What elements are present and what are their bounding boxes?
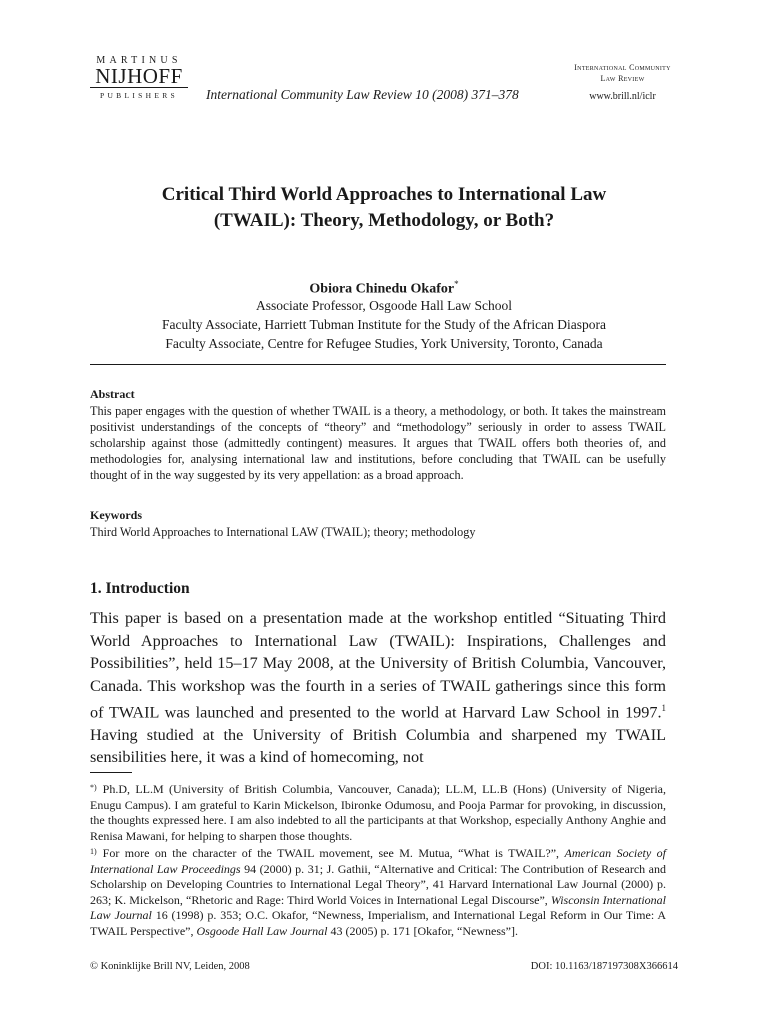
footnote-divider xyxy=(90,772,132,773)
journal-url[interactable]: www.brill.nl/iclr xyxy=(589,91,656,102)
affiliation-1: Associate Professor, Osgoode Hall Law School xyxy=(256,298,512,313)
keywords-heading: Keywords xyxy=(90,508,142,522)
affiliation-2: Faculty Associate, Harriett Tubman Institute for the Study of the African Diaspora xyxy=(162,317,606,332)
publisher-logo xyxy=(90,55,188,102)
abstract-heading: Abstract xyxy=(90,387,135,401)
section-heading-introduction: 1. Introduction xyxy=(90,580,190,597)
footnotes xyxy=(90,780,666,939)
introduction-text-part1: This paper is based on a presentation made at the workshop entitled “Situating Third World Approaches to International Law (TWAIL): Inspirations, Challenges and Possibilities”, held 15–17 May 2008, at the University of British Columbia, Vancouver, Canada. This workshop was the fourth in a series of TWAIL gatherings since this form of TWAIL was launched and presented to the world at Harvard Law School in 1997. xyxy=(90,609,666,722)
footnote-1-text-e: 16 (1998) p. 353; O.C. Okafor, “Newness, Imperialism, and International Legal Reform in Our Time: A TWAIL Perspective”, xyxy=(90,908,667,938)
footnote-1-mark: 1) xyxy=(90,847,97,856)
introduction-text-part2: Having studied at the University of British Columbia and sharpened my TWAIL sensibilities here, it was a kind of homecoming, not xyxy=(90,725,666,767)
header-divider xyxy=(90,364,666,365)
footnote-1-journal-wisconsin: Wisconsin International Law Journal xyxy=(90,892,667,922)
footnote-star-mark: *) xyxy=(90,783,97,792)
footnote-1-journal-osgoode: Osgoode Hall Law Journal xyxy=(196,923,328,938)
author-name xyxy=(80,279,688,298)
footnote-1 xyxy=(90,844,666,939)
footnote-ref-1[interactable]: 1 xyxy=(661,703,666,713)
footnote-1-text-a: For more on the character of the TWAIL movement, see M. Mutua, “What is TWAIL?”, xyxy=(102,846,565,860)
article-title-line1: Critical Third World Approaches to International Law xyxy=(161,184,607,205)
article-title xyxy=(80,182,688,234)
journal-mark-line1: International Community xyxy=(574,63,671,72)
journal-citation: International Community Law Review 10 (2008) 371–378 xyxy=(206,87,519,102)
footnote-1-journal-asil: American Society of International Law Proceedings xyxy=(90,846,666,876)
journal-mark xyxy=(560,62,685,102)
publisher-logo-top: MARTINUS xyxy=(96,55,182,66)
publisher-logo-bottom: PUBLISHERS xyxy=(99,91,178,100)
footnote-star-text: Ph.D, LL.M (University of British Columbia, Vancouver, Canada); LL.M, LL.B (Hons) (University of Nigeria, Enugu Campus). I am grateful to Karin Mickelson, Ibironke Odumosu, and Pooja Parmar for provoking, in discussion, the thoughts expressed here. I am also indebted to all the participants at that Workshop, especially Anthony Anghie and Renisa Mawani, for helping to sharpen those thoughts. xyxy=(90,782,666,843)
copyright-notice: © Koninklijke Brill NV, Leiden, 2008 xyxy=(90,961,250,972)
author-footnote-mark[interactable]: * xyxy=(454,279,459,289)
abstract-text: This paper engages with the question of whether TWAIL is a theory, a methodology, or both. It takes the mainstream positivist understandings of the concepts of “theory” and “methodology” seriously in order to assess TWAIL scholarship against those (admittedly contingent) measures. It argues that TWAIL offers both theories of, and methodologies for, analysing international law and institutions, before concluding that TWAIL can be usefully thought of in the way suggested by its very appellation: as a broad approach. xyxy=(90,404,666,482)
keywords-text: Third World Approaches to International LAW (TWAIL); theory; methodology xyxy=(90,525,476,539)
footnote-star xyxy=(90,780,666,844)
footnote-1-text-g: 43 (2005) p. 171 [Okafor, “Newness”]. xyxy=(327,923,518,938)
footnote-1-text-c: 94 (2000) p. 31; J. Gathii, “Alternative and Critical: The Contribution of Research and Scholarship on Developing Countries to International Legal Theory”, 41 Harvard International Law Journal (2000) p. 263; K. Mickelson, “Rhetoric and Rage: Third World Voices in International Legal Discourse”, xyxy=(90,861,667,907)
article-title-line2: (TWAIL): Theory, Methodology, or Both? xyxy=(213,210,555,231)
publisher-logo-name: NIJHOFF xyxy=(90,67,188,88)
doi[interactable]: DOI: 10.1163/187197308X366614 xyxy=(530,961,678,972)
introduction-paragraph xyxy=(90,607,666,769)
affiliation-3: Faculty Associate, Centre for Refugee Studies, York University, Toronto, Canada xyxy=(165,336,603,351)
author-name-text: Obiora Chinedu Okafor xyxy=(309,281,455,297)
journal-mark-line2: Law Review xyxy=(600,74,645,83)
